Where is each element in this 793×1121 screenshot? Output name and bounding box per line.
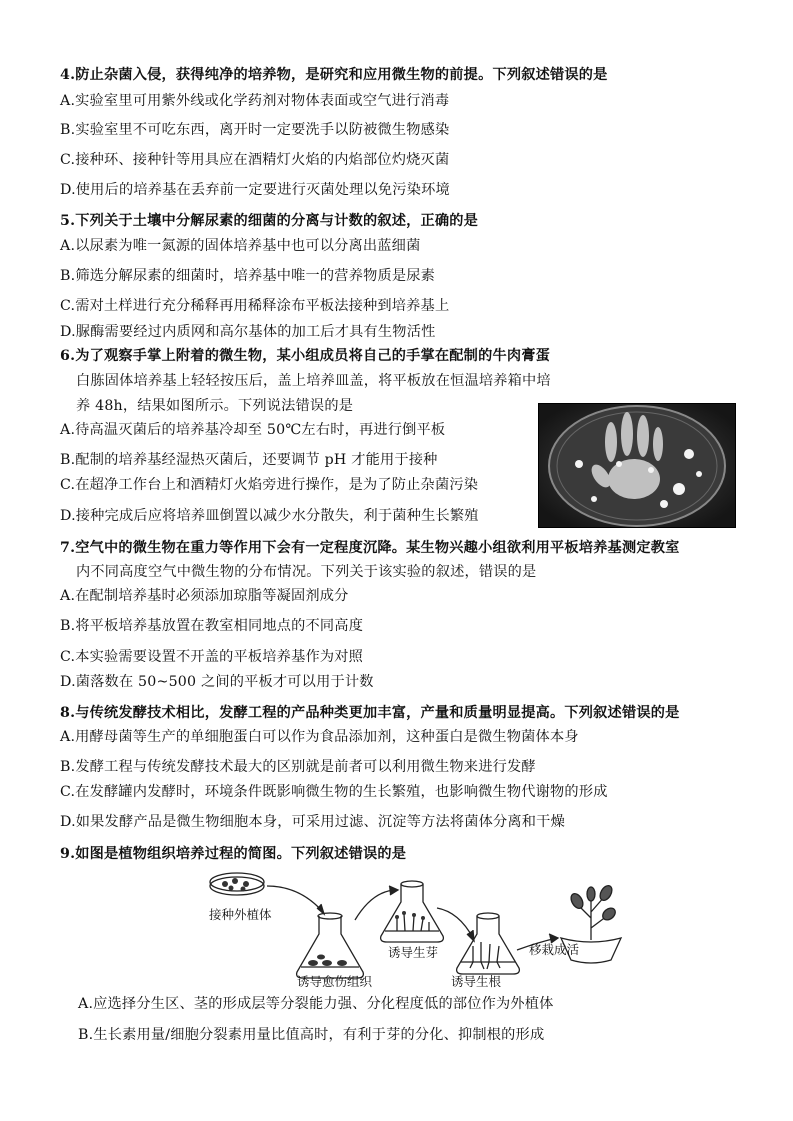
question-8-option-b: B.发酵工程与传统发酵技术最大的区别就是前者可以利用微生物来进行发酵 [60, 759, 536, 775]
petri-dish-handprint-photo [538, 403, 736, 528]
question-7-option-b: B.将平板培养基放置在教室相同地点的不同高度 [60, 618, 364, 634]
question-5-option-a: A.以尿素为唯一氮源的固体培养基中也可以分离出蓝细菌 [60, 238, 421, 254]
question-6-option-a: A.待高温灭菌后的培养基冷却至 50℃左右时，再进行倒平板 [60, 422, 446, 438]
question-8-option-c: C.在发酵罐内发酵时，环境条件既影响微生物的生长繁殖，也影响微生物代谢物的形成 [60, 784, 608, 800]
question-8-option-d: D.如果发酵产品是微生物细胞本身，可采用过滤、沉淀等方法将菌体分离和干燥 [60, 814, 565, 830]
question-7-option-d: D.菌落数在 50~500 之间的平板才可以用于计数 [60, 674, 374, 690]
figure-label-induce-roots: 诱导生根 [451, 974, 502, 989]
tissue-culture-diagram [205, 868, 645, 989]
question-9-stem: 9.如图是植物组织培养过程的简图。下列叙述错误的是 [60, 846, 407, 862]
question-7-stem-line-1: 7.空气中的微生物在重力等作用下会有一定程度沉降。某生物兴趣小组欲利用平板培养基测定教室 [60, 540, 680, 556]
figure-label-inoculate-explant: 接种外植体 [209, 907, 272, 922]
question-4-stem: 4.防止杂菌入侵，获得纯净的培养物，是研究和应用微生物的前提。下列叙述错误的是 [60, 67, 608, 83]
question-5-option-c: C.需对土样进行充分稀释再用稀释涂布平板法接种到培养基上 [60, 298, 450, 314]
figure-label-induce-shoots: 诱导生芽 [388, 945, 439, 960]
question-4-option-a: A.实验室里可用紫外线或化学药剂对物体表面或空气进行消毒 [60, 93, 450, 109]
question-7-option-c: C.本实验需要设置不开盖的平板培养基作为对照 [60, 649, 364, 665]
question-8-stem: 8.与传统发酵技术相比，发酵工程的产品种类更加丰富，产量和质量明显提高。下列叙述错误的是 [60, 705, 680, 721]
question-9-option-b: B.生长素用量/细胞分裂素用量比值高时，有利于芽的分化、抑制根的形成 [78, 1027, 545, 1043]
question-7-stem-line-2: 内不同高度空气中微生物的分布情况。下列关于该实验的叙述，错误的是 [76, 564, 537, 580]
question-4-option-b: B.实验室里不可吃东西，离开时一定要洗手以防被微生物感染 [60, 122, 450, 138]
question-5-option-b: B.筛选分解尿素的细菌时，培养基中唯一的营养物质是尿素 [60, 268, 436, 284]
question-5-stem: 5.下列关于土壤中分解尿素的细菌的分离与计数的叙述，正确的是 [60, 213, 479, 229]
question-5-option-d: D.脲酶需要经过内质网和高尔基体的加工后才具有生物活性 [60, 324, 436, 340]
question-4-option-d: D.使用后的培养基在丢弃前一定要进行灭菌处理以免污染环境 [60, 182, 450, 198]
question-6-stem-line-3: 养 48h，结果如图所示。下列说法错误的是 [76, 398, 354, 414]
question-8-option-a: A.用酵母菌等生产的单细胞蛋白可以作为食品添加剂，这种蛋白是微生物菌体本身 [60, 729, 579, 745]
figure-label-induce-callus: 诱导愈伤组织 [297, 974, 373, 989]
question-6-option-b: B.配制的培养基经湿热灭菌后，还要调节 pH 才能用于接种 [60, 452, 438, 468]
question-4-option-c: C.接种环、接种针等用具应在酒精灯火焰的内焰部位灼烧灭菌 [60, 152, 450, 168]
figure-label-transplant-survive: 移栽成活 [529, 942, 580, 957]
question-9-option-a: A.应选择分生区、茎的形成层等分裂能力强、分化程度低的部位作为外植体 [78, 996, 554, 1012]
question-6-stem-line-2: 白胨固体培养基上轻轻按压后，盖上培养皿盖，将平板放在恒温培养箱中培 [76, 373, 551, 389]
question-6-option-d: D.接种完成后应将培养皿倒置以减少水分散失，利于菌种生长繁殖 [60, 508, 479, 524]
tissue-culture-diagram-drawing [205, 868, 645, 986]
question-7-option-a: A.在配制培养基时必须添加琼脂等凝固剂成分 [60, 588, 349, 604]
question-6-option-c: C.在超净工作台上和酒精灯火焰旁进行操作，是为了防止杂菌污染 [60, 477, 479, 493]
question-6-stem-line-1: 6.为了观察手掌上附着的微生物，某小组成员将自己的手掌在配制的牛肉膏蛋 [60, 348, 551, 364]
